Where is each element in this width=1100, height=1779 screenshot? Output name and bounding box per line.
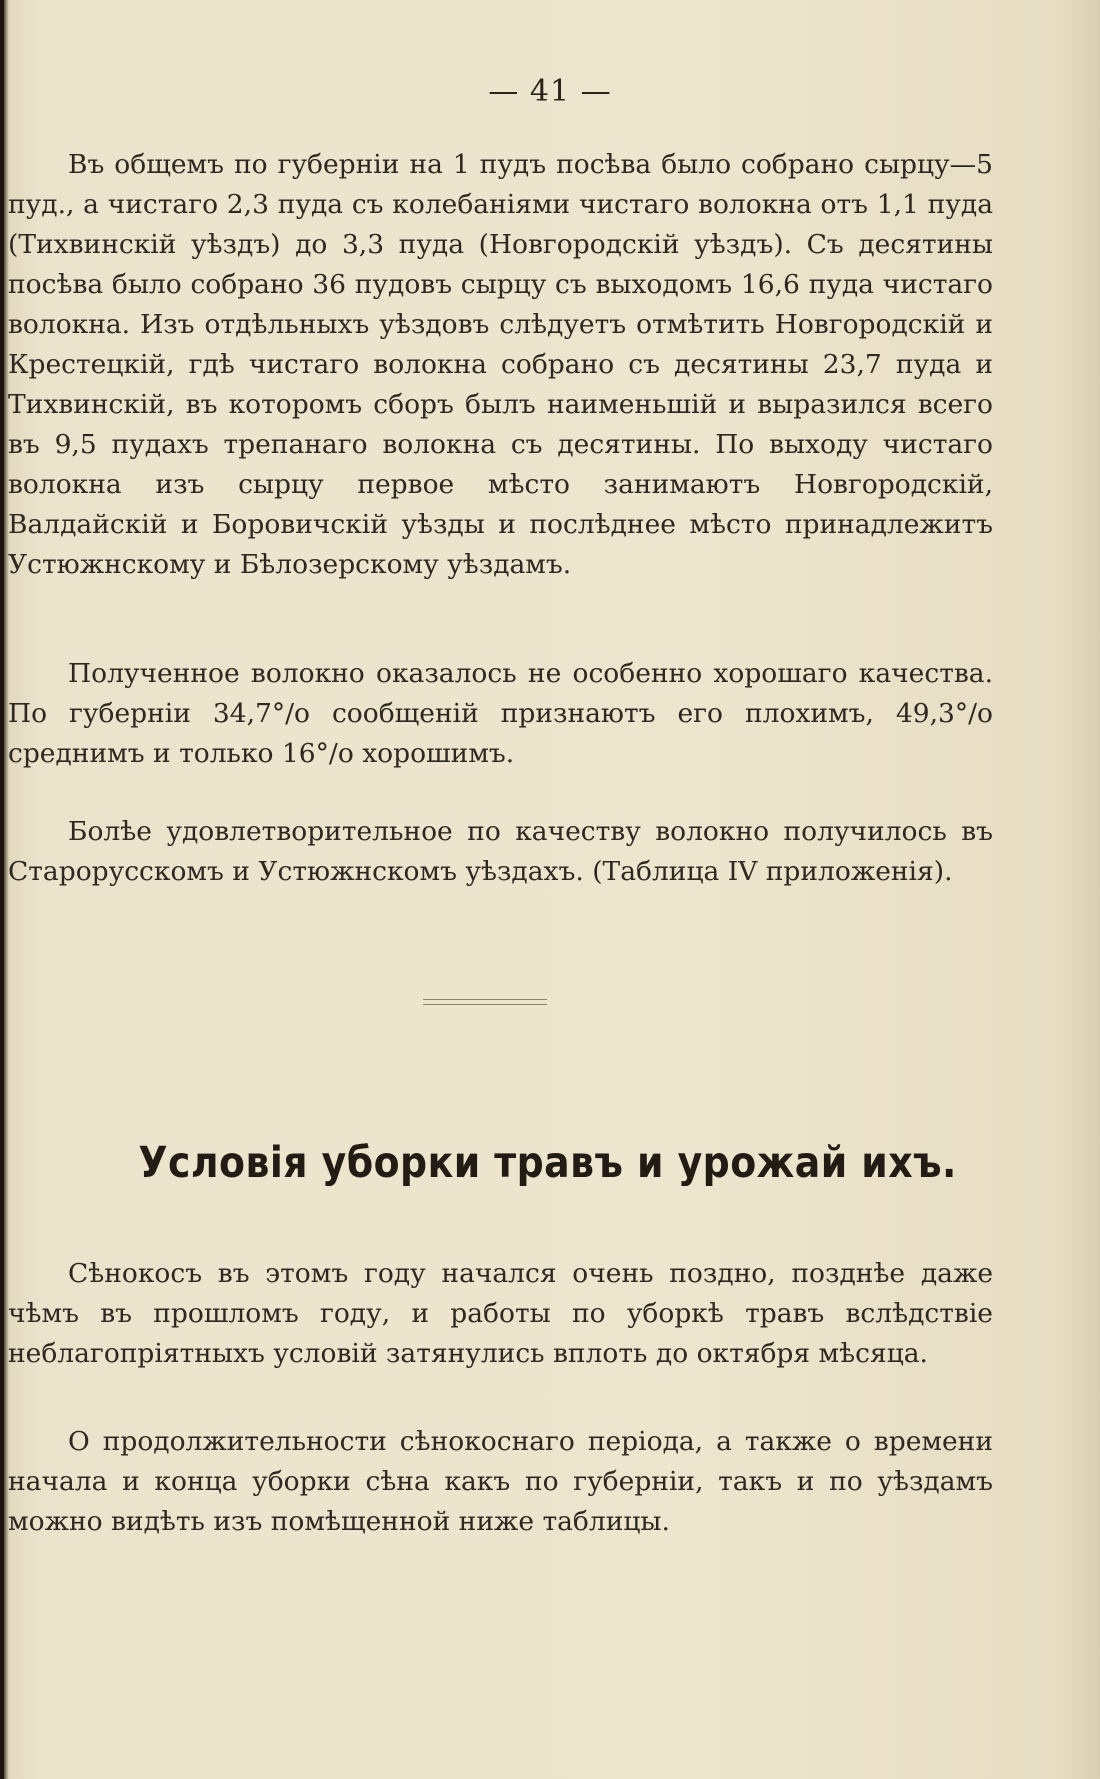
section-title: Условія уборки травъ и урожай ихъ. (138, 1138, 957, 1188)
paragraph-text: Сѣнокосъ въ этомъ году начался очень поздно, позднѣе даже чѣмъ въ прошломъ году, и работы по уборкѣ травъ вслѣдствіе неблагопріятныхъ условій затянулись вплоть до октября мѣсяца. (8, 1258, 993, 1369)
paragraph-text: Болѣе удовлетворительное по качеству волокно получилось въ Старорусскомъ и Устюжнскомъ уѣздахъ. (Таблица IV приложенія). (8, 816, 993, 887)
section-divider (423, 999, 547, 1005)
paragraph-text: О продолжительности сѣнокоснаго періода, а также о времени начала и конца уборки сѣна какъ по губерніи, такъ и по уѣздамъ можно видѣть изъ помѣщенной ниже таблицы. (8, 1426, 993, 1537)
page-number: — 41 — (488, 74, 612, 109)
paragraph-better-quality (8, 812, 993, 892)
paragraph-flax-yield (8, 145, 993, 585)
paragraph-haymaking-start (8, 1254, 993, 1374)
page-binding-edge (0, 0, 4, 1779)
paragraph-text: Полученное волокно оказалось не особенно хорошаго качества. По губерніи 34,7°/о сообщеній признаютъ его плохимъ, 49,3°/о среднимъ и только 16°/о хорошимъ. (8, 658, 993, 769)
paragraph-haymaking-period (8, 1422, 993, 1542)
paragraph-text: Въ общемъ по губерніи на 1 пудъ посѣва было собрано сырцу—5 пуд., а чистаго 2,3 пуда съ колебаніями чистаго волокна отъ 1,1 пуда (Тихвинскій уѣздъ) до 3,3 пуда (Новгородскій уѣздъ). Съ десятины посѣва было собрано 36 пудовъ сырцу съ выходомъ 16,6 пуда чистаго волокна. Изъ отдѣльныхъ уѣздовъ слѣдуетъ отмѣтить Новгородскій и Крестецкій, гдѣ чистаго волокна собрано съ десятины 23,7 пуда и Тихвинскій, въ которомъ сборъ былъ наименьшій и выразился всего въ 9,5 пудахъ трепанаго волокна съ десятины. По выходу чистаго волокна изъ сырцу первое мѣсто занимаютъ Новгородскій, Валдайскій и Боровичскій уѣзды и послѣднее мѣсто принадлежитъ Устюжнскому и Бѣлозерскому уѣздамъ. (8, 149, 993, 580)
paragraph-fiber-quality (8, 654, 993, 774)
